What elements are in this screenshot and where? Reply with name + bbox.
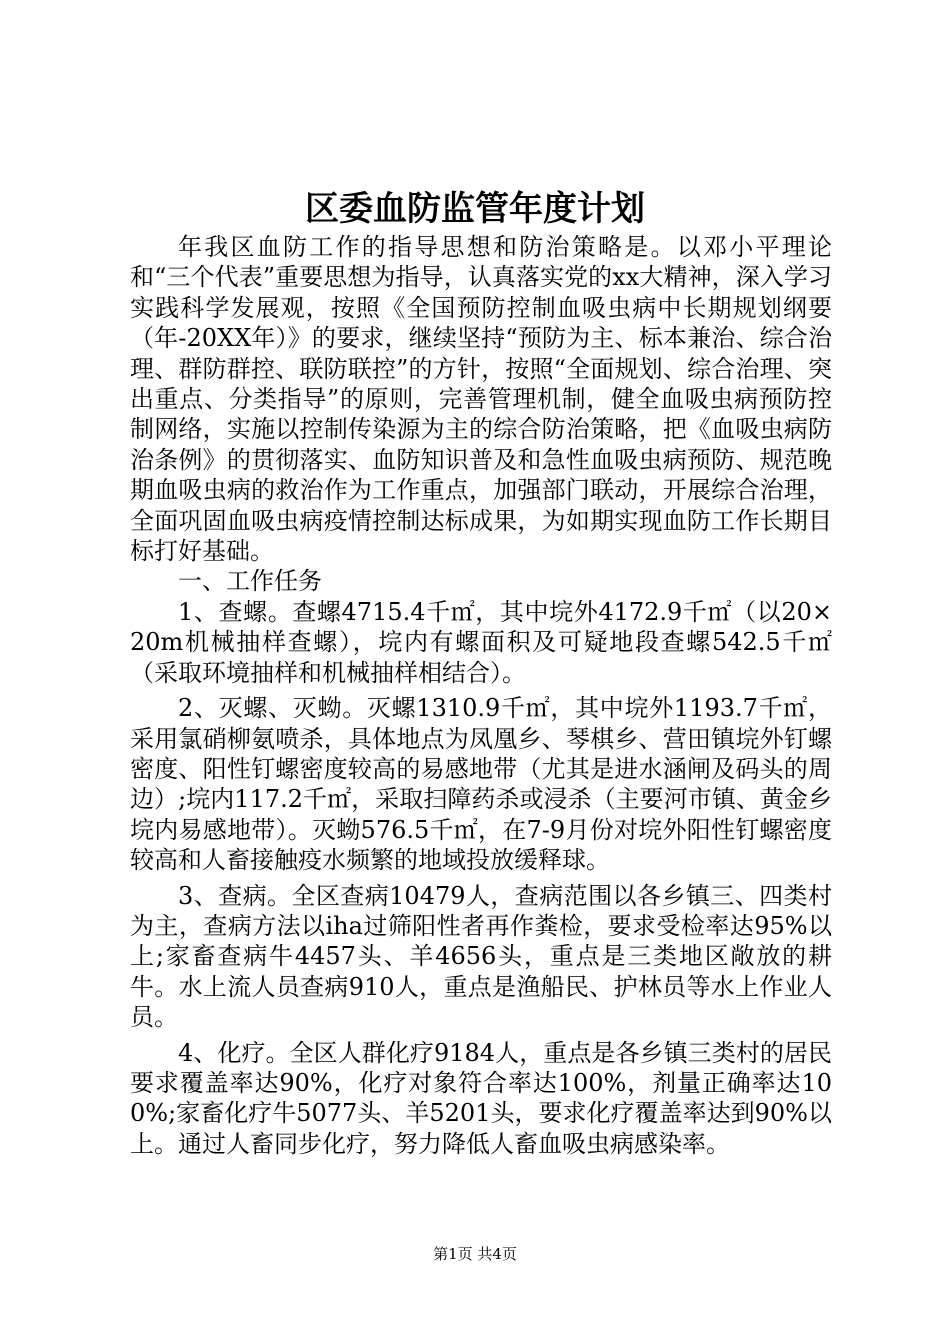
task-paragraph-snail-survey: 1、查螺。查螺4715.4千㎡，其中垸外4172.9千㎡（以20×20m机械抽样查螺），垸内有螺面积及可疑地段查螺542.5千㎡（采取环境抽样和机械抽样相结合）。: [130, 597, 832, 687]
document-title: 区委血防监管年度计划: [305, 189, 645, 229]
task-paragraph-snail-control: 2、灭螺、灭蚴。灭螺1310.9千㎡，其中垸外1193.7千㎡，采用氯硝柳氨喷杀，具体地点为凤凰乡、琴棋乡、营田镇垸外钉螺密度、阳性钉螺密度较高的易感地带（尤其是进水涵闸及码头的周边）;垸内117.2千㎡，采取扫障药杀或浸杀（主要河市镇、黄金乡垸内易感地带）。灭蚴576.5千㎡，在7-9月份对垸外阳性钉螺密度较高和人畜接触疫水频繁的地域投放缓释球。: [130, 694, 832, 875]
section-heading-work-tasks: 一、工作任务: [178, 567, 322, 596]
page-number-footer: 第1页 共4页: [433, 1245, 517, 1263]
intro-paragraph: 年我区血防工作的指导思想和防治策略是。以邓小平理论和“三个代表”重要思想为指导，认真落实党的xx大精神，深入学习实践科学发展观，按照《全国预防控制血吸虫病中长期规划纲要（年-20XX年）》的要求，继续坚持“预防为主、标本兼治、综合治理、群防群控、联防联控”的方针，按照“全面规划、综合治理、突出重点、分类指导”的原则，完善管理机制，健全血吸虫病预防控制网络，实施以控制传染源为主的综合防治策略，把《血吸虫病防治条例》的贯彻落实、血防知识普及和急性血吸虫病预防、规范晚期血吸虫病的救治作为工作重点，加强部门联动，开展综合治理，全面巩固血吸虫病疫情控制达标成果，为如期实现血防工作长期目标打好基础。: [130, 233, 832, 566]
task-paragraph-disease-screening: 3、查病。全区查病10479人，查病范围以各乡镇三、四类村为主，查病方法以iha过筛阳性者再作粪检，要求受检率达95%以上;家畜查病牛4457头、羊4656头，重点是三类地区敞放的耕牛。水上流人员查病910人，重点是渔船民、护林员等水上作业人员。: [130, 881, 832, 1032]
document-body: [130, 232, 832, 1159]
task-paragraph-chemotherapy: 4、化疗。全区人群化疗9184人，重点是各乡镇三类村的居民要求覆盖率达90%，化疗对象符合率达100%，剂量正确率达100%;家畜化疗牛5077头、羊5201头，要求化疗覆盖率达到90%以上。通过人畜同步化疗，努力降低人畜血吸虫病感染率。: [130, 1038, 832, 1158]
